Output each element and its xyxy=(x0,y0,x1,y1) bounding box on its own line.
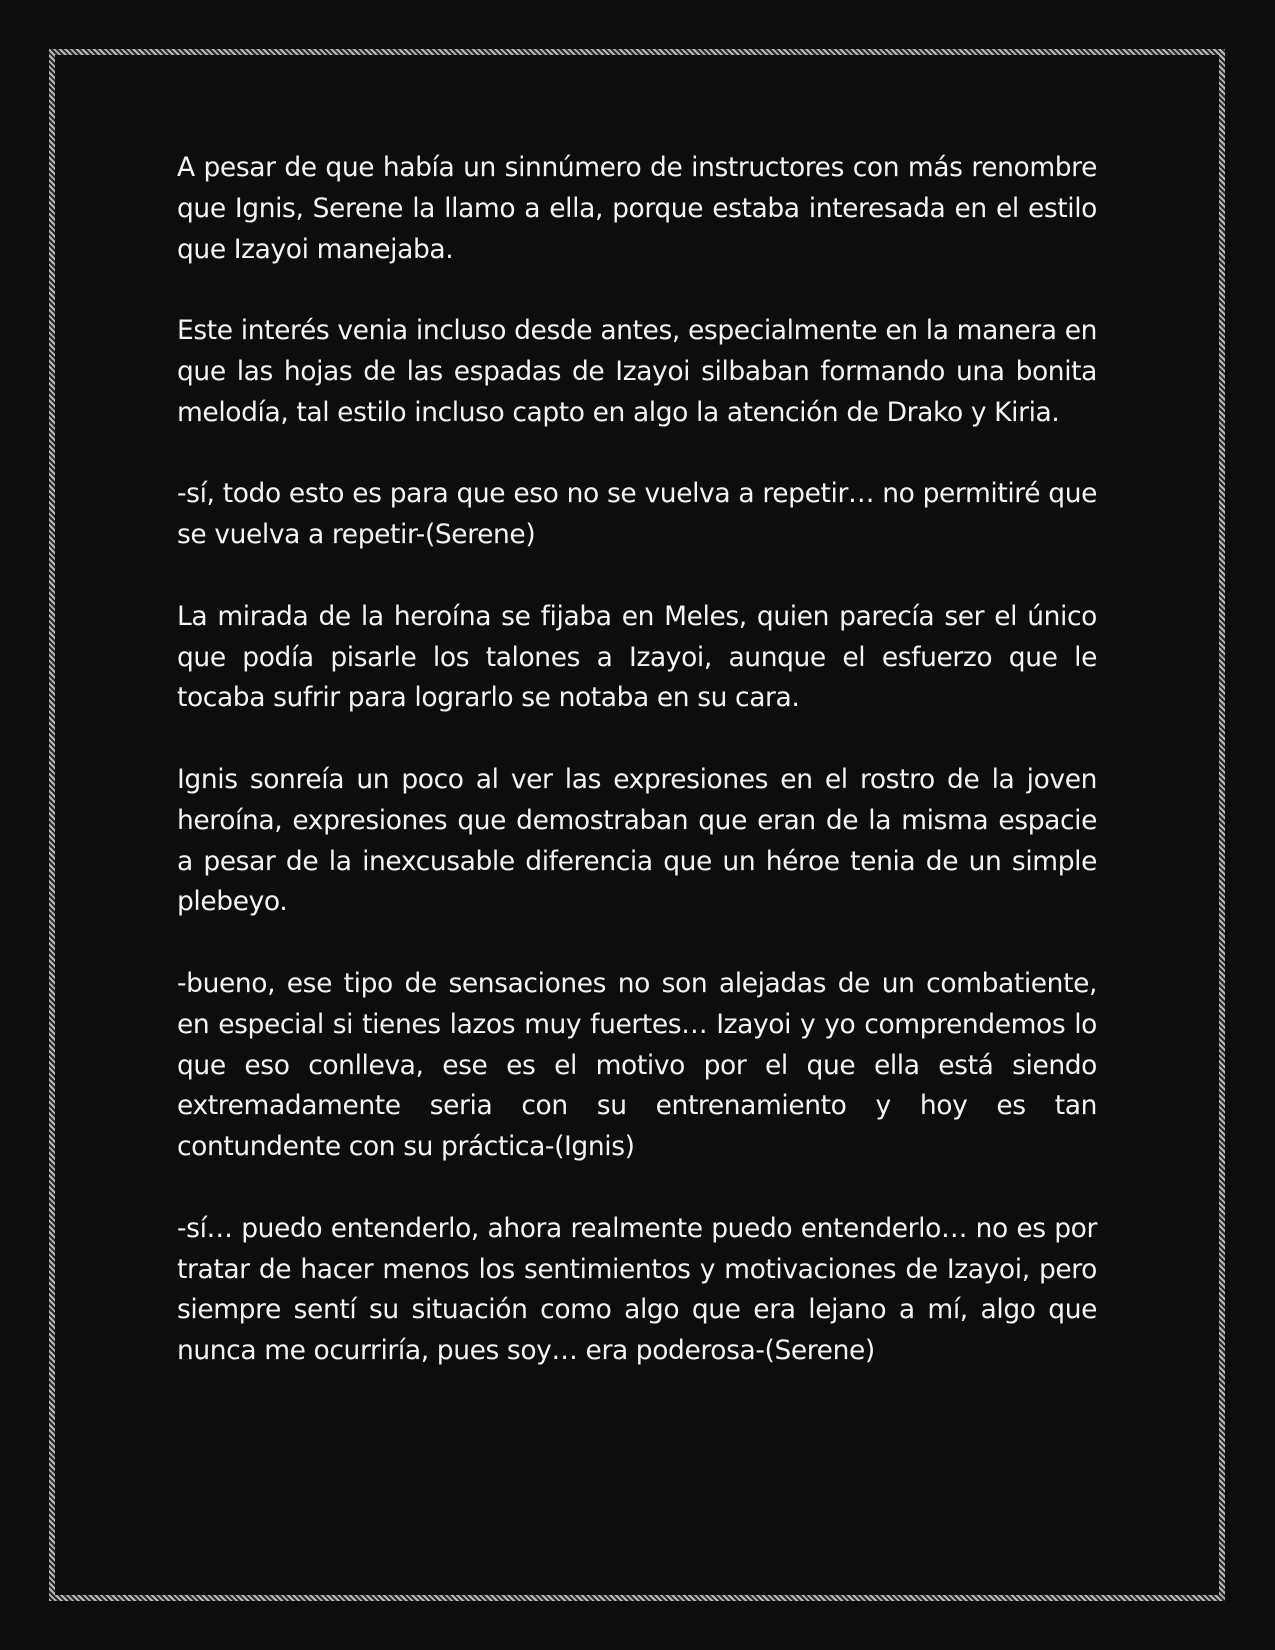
paragraph: Este interés venia incluso desde antes, especialmente en la manera en que las hojas de las espadas de Izayoi silbaban formando una bonita melodía, tal estilo incluso capto en algo la atención de Drako y Kiria. xyxy=(177,315,1097,428)
paragraph: La mirada de la heroína se fijaba en Meles, quien parecía ser el único que podía pisarle los talones a Izayoi, aunque el esfuerzo que le tocaba sufrir para lograrlo se notaba en su cara. xyxy=(177,600,1097,714)
paragraph: Ignis sonreía un poco al ver las expresiones en el rostro de la joven heroína, expresiones que demostraban que eran de la misma espacie a pesar de la inexcusable diferencia que un héroe tenia de un simple plebeyo. xyxy=(177,763,1097,918)
paragraph: A pesar de que había un sinnúmero de instructores con más renombre que Ignis, Serene la llamo a ella, porque estaba interesada en el estilo que Izayoi manejaba. xyxy=(177,152,1097,265)
dialogue-paragraph: -bueno, ese tipo de sensaciones no son alejadas de un combatiente, en especial si tienes lazos muy fuertes… Izayoi y yo comprendemos lo que eso conlleva, ese es el motivo por el que ella está siendo extremadamente seria con su entrenamiento y hoy es tan contundente con su práctica-(Ignis) xyxy=(177,967,1097,1163)
page-body xyxy=(177,148,1097,1413)
dialogue-paragraph: -sí, todo esto es para que eso no se vuelva a repetir… no permitiré que se vuelva a repetir-(Serene) xyxy=(177,478,1097,551)
dialogue-paragraph: -sí… puedo entenderlo, ahora realmente puedo entenderlo… no es por tratar de hacer menos los sentimientos y motivaciones de Izayoi, pero siempre sentí su situación como algo que era lejano a mí, algo que nunca me ocurriría, pues soy… era poderosa-(Serene) xyxy=(177,1212,1097,1367)
